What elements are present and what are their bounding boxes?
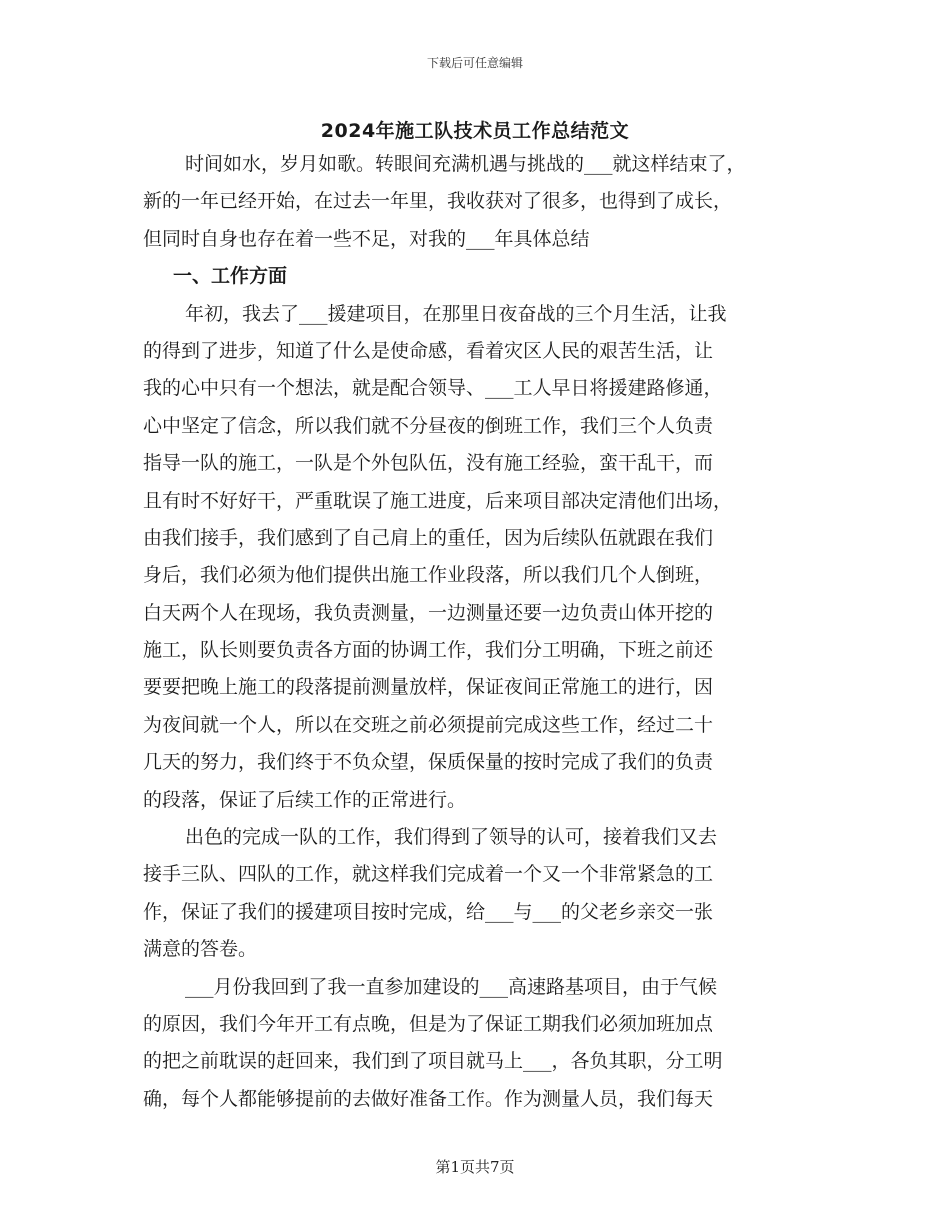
paragraph-line: 施工，队长则要负责各方面的协调工作，我们分工明确，下班之前还 (143, 639, 714, 662)
paragraph-line: 要要把晚上施工的段落提前测量放样，保证夜间正常施工的进行，因 (143, 676, 714, 699)
paragraph-line: 接手三队、四队的工作，就这样我们完成着一个又一个非常紧急的工 (143, 863, 714, 886)
paragraph-line: 但同时自身也存在着一些不足，对我的___年具体总结 (143, 227, 590, 250)
paragraph-line: 的把之前耽误的赶回来，我们到了项目就马上___，各负其职，分工明 (143, 1050, 723, 1073)
paragraph-line: 由我们接手，我们感到了自己肩上的重任，因为后续队伍就跟在我们 (143, 526, 714, 549)
page-number-footer: 第1页共7页 (435, 1158, 515, 1176)
paragraph-line: 身后，我们必须为他们提供出施工作业段落，所以我们几个人倒班， (143, 564, 714, 587)
paragraph-line: ___月份我回到了我一直参加建设的___高速路基项目，由于气候 (185, 975, 718, 998)
paragraph-line: 且有时不好好干，严重耽误了施工进度，后来项目部决定清他们出场， (143, 489, 733, 512)
paragraph-line: 白天两个人在现场，我负责测量，一边测量还要一边负责山体开挖的 (143, 601, 714, 624)
paragraph-line: 满意的答卷。 (143, 938, 258, 961)
paragraph-line: 确，每个人都能够提前的去做好准备工作。作为测量人员，我们每天 (143, 1087, 714, 1110)
paragraph-line: 几天的努力，我们终于不负众望，保质保量的按时完成了我们的负责 (143, 751, 714, 774)
paragraph-line: 的原因，我们今年开工有点晚，但是为了保证工期我们必须加班加点 (143, 1012, 714, 1035)
paragraph-line: 新的一年已经开始，在过去一年里，我收获对了很多，也得到了成长， (143, 190, 733, 213)
paragraph-line: 为夜间就一个人，所以在交班之前必须提前完成这些工作，经过二十 (143, 713, 714, 736)
paragraph-line: 年初，我去了___援建项目，在那里日夜奋战的三个月生活，让我 (185, 302, 727, 325)
paragraph-line: 出色的完成一队的工作，我们得到了领导的认可，接着我们又去 (185, 826, 718, 849)
paragraph-line: 我的心中只有一个想法，就是配合领导、___工人早日将援建路修通， (143, 377, 723, 400)
paragraph-line: 的段落，保证了后续工作的正常进行。 (143, 788, 467, 811)
paragraph-line: 指导一队的施工，一队是个外包队伍，没有施工经验，蛮干乱干，而 (143, 452, 714, 475)
document-title: 2024年施工队技术员工作总结范文 (320, 120, 630, 142)
page-header-note: 下载后可任意编辑 (426, 56, 523, 70)
document-body (143, 146, 823, 1118)
paragraph-line: 作，保证了我们的援建项目按时完成，给___与___的父老乡亲交一张 (143, 900, 714, 923)
paragraph-line: 时间如水，岁月如歌。转眼间充满机遇与挑战的___就这样结束了， (185, 153, 746, 175)
section-heading: 一、工作方面 (173, 265, 288, 288)
paragraph-line: 的得到了进步，知道了什么是使命感，看着灾区人民的艰苦生活，让 (143, 339, 714, 362)
paragraph-line: 心中坚定了信念，所以我们就不分昼夜的倒班工作，我们三个人负责 (143, 414, 714, 437)
